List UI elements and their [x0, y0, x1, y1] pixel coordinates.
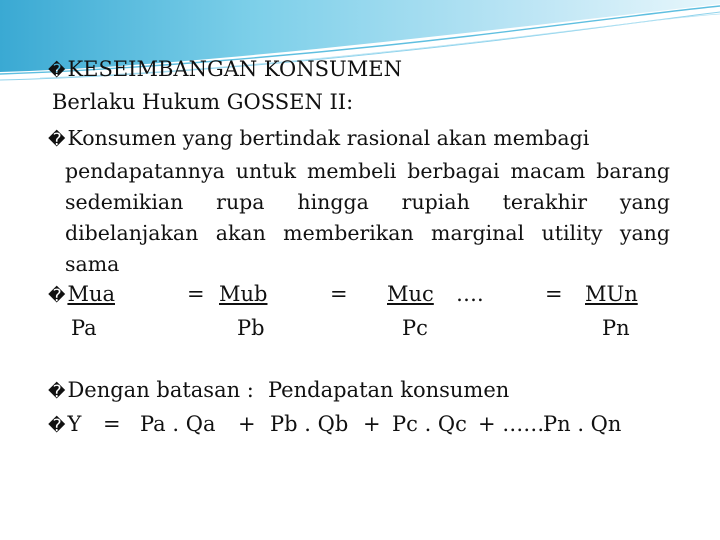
denominator-pn: Pn — [602, 316, 630, 340]
denominator-pb: Pb — [237, 316, 265, 340]
subheading: Berlaku Hukum GOSSEN II: — [52, 90, 354, 114]
paragraph-continuation: pendapatannya untuk membeli berbagai macam barang sedemikian rupa hingga rupiah terakhir yang dibelanjakan akan memberikan marginal utility yang sama — [65, 159, 670, 276]
budget-plus: + — [238, 412, 256, 436]
numerator-mub: Mub — [219, 282, 268, 306]
budget-y — [48, 411, 81, 439]
budget-plus-dots: + ……. — [478, 412, 551, 436]
equals-sign: = — [187, 282, 205, 306]
denominator-pc: Pc — [402, 316, 428, 340]
budget-plus: + — [363, 412, 381, 436]
numerator-muc: Muc — [387, 282, 434, 306]
bullet-marker: � — [48, 286, 66, 306]
definition-paragraph — [48, 123, 670, 280]
paragraph-first-line: Konsumen yang bertindak rasional akan membagi — [67, 126, 590, 150]
bullet-marker: � — [48, 382, 66, 402]
equals-sign: = — [545, 282, 563, 306]
denominator-pa: Pa — [71, 316, 97, 340]
equals-sign: = — [330, 282, 348, 306]
numerator-mun: MUn — [585, 282, 638, 306]
equation-mua — [48, 281, 115, 309]
constraint-value: Pendapatan konsumen — [268, 378, 510, 402]
bullet-marker: � — [48, 130, 66, 150]
budget-equals: = — [103, 412, 121, 436]
numerator-mua: Mua — [67, 282, 115, 306]
heading-text: KESEIMBANGAN KONSUMEN — [67, 57, 402, 81]
bullet-marker: � — [48, 416, 66, 436]
bullet-marker: � — [48, 61, 66, 81]
budget-y-symbol: Y — [67, 412, 82, 436]
constraint-label: Dengan batasan : — [67, 378, 254, 402]
budget-pc-qc: Pc . Qc — [392, 412, 467, 436]
budget-pn-qn: Pn . Qn — [543, 412, 622, 436]
slide-heading — [48, 56, 402, 84]
constraint-line — [48, 377, 254, 405]
ellipsis: …. — [456, 282, 484, 306]
budget-pa-qa: Pa . Qa — [140, 412, 216, 436]
budget-pb-qb: Pb . Qb — [270, 412, 349, 436]
